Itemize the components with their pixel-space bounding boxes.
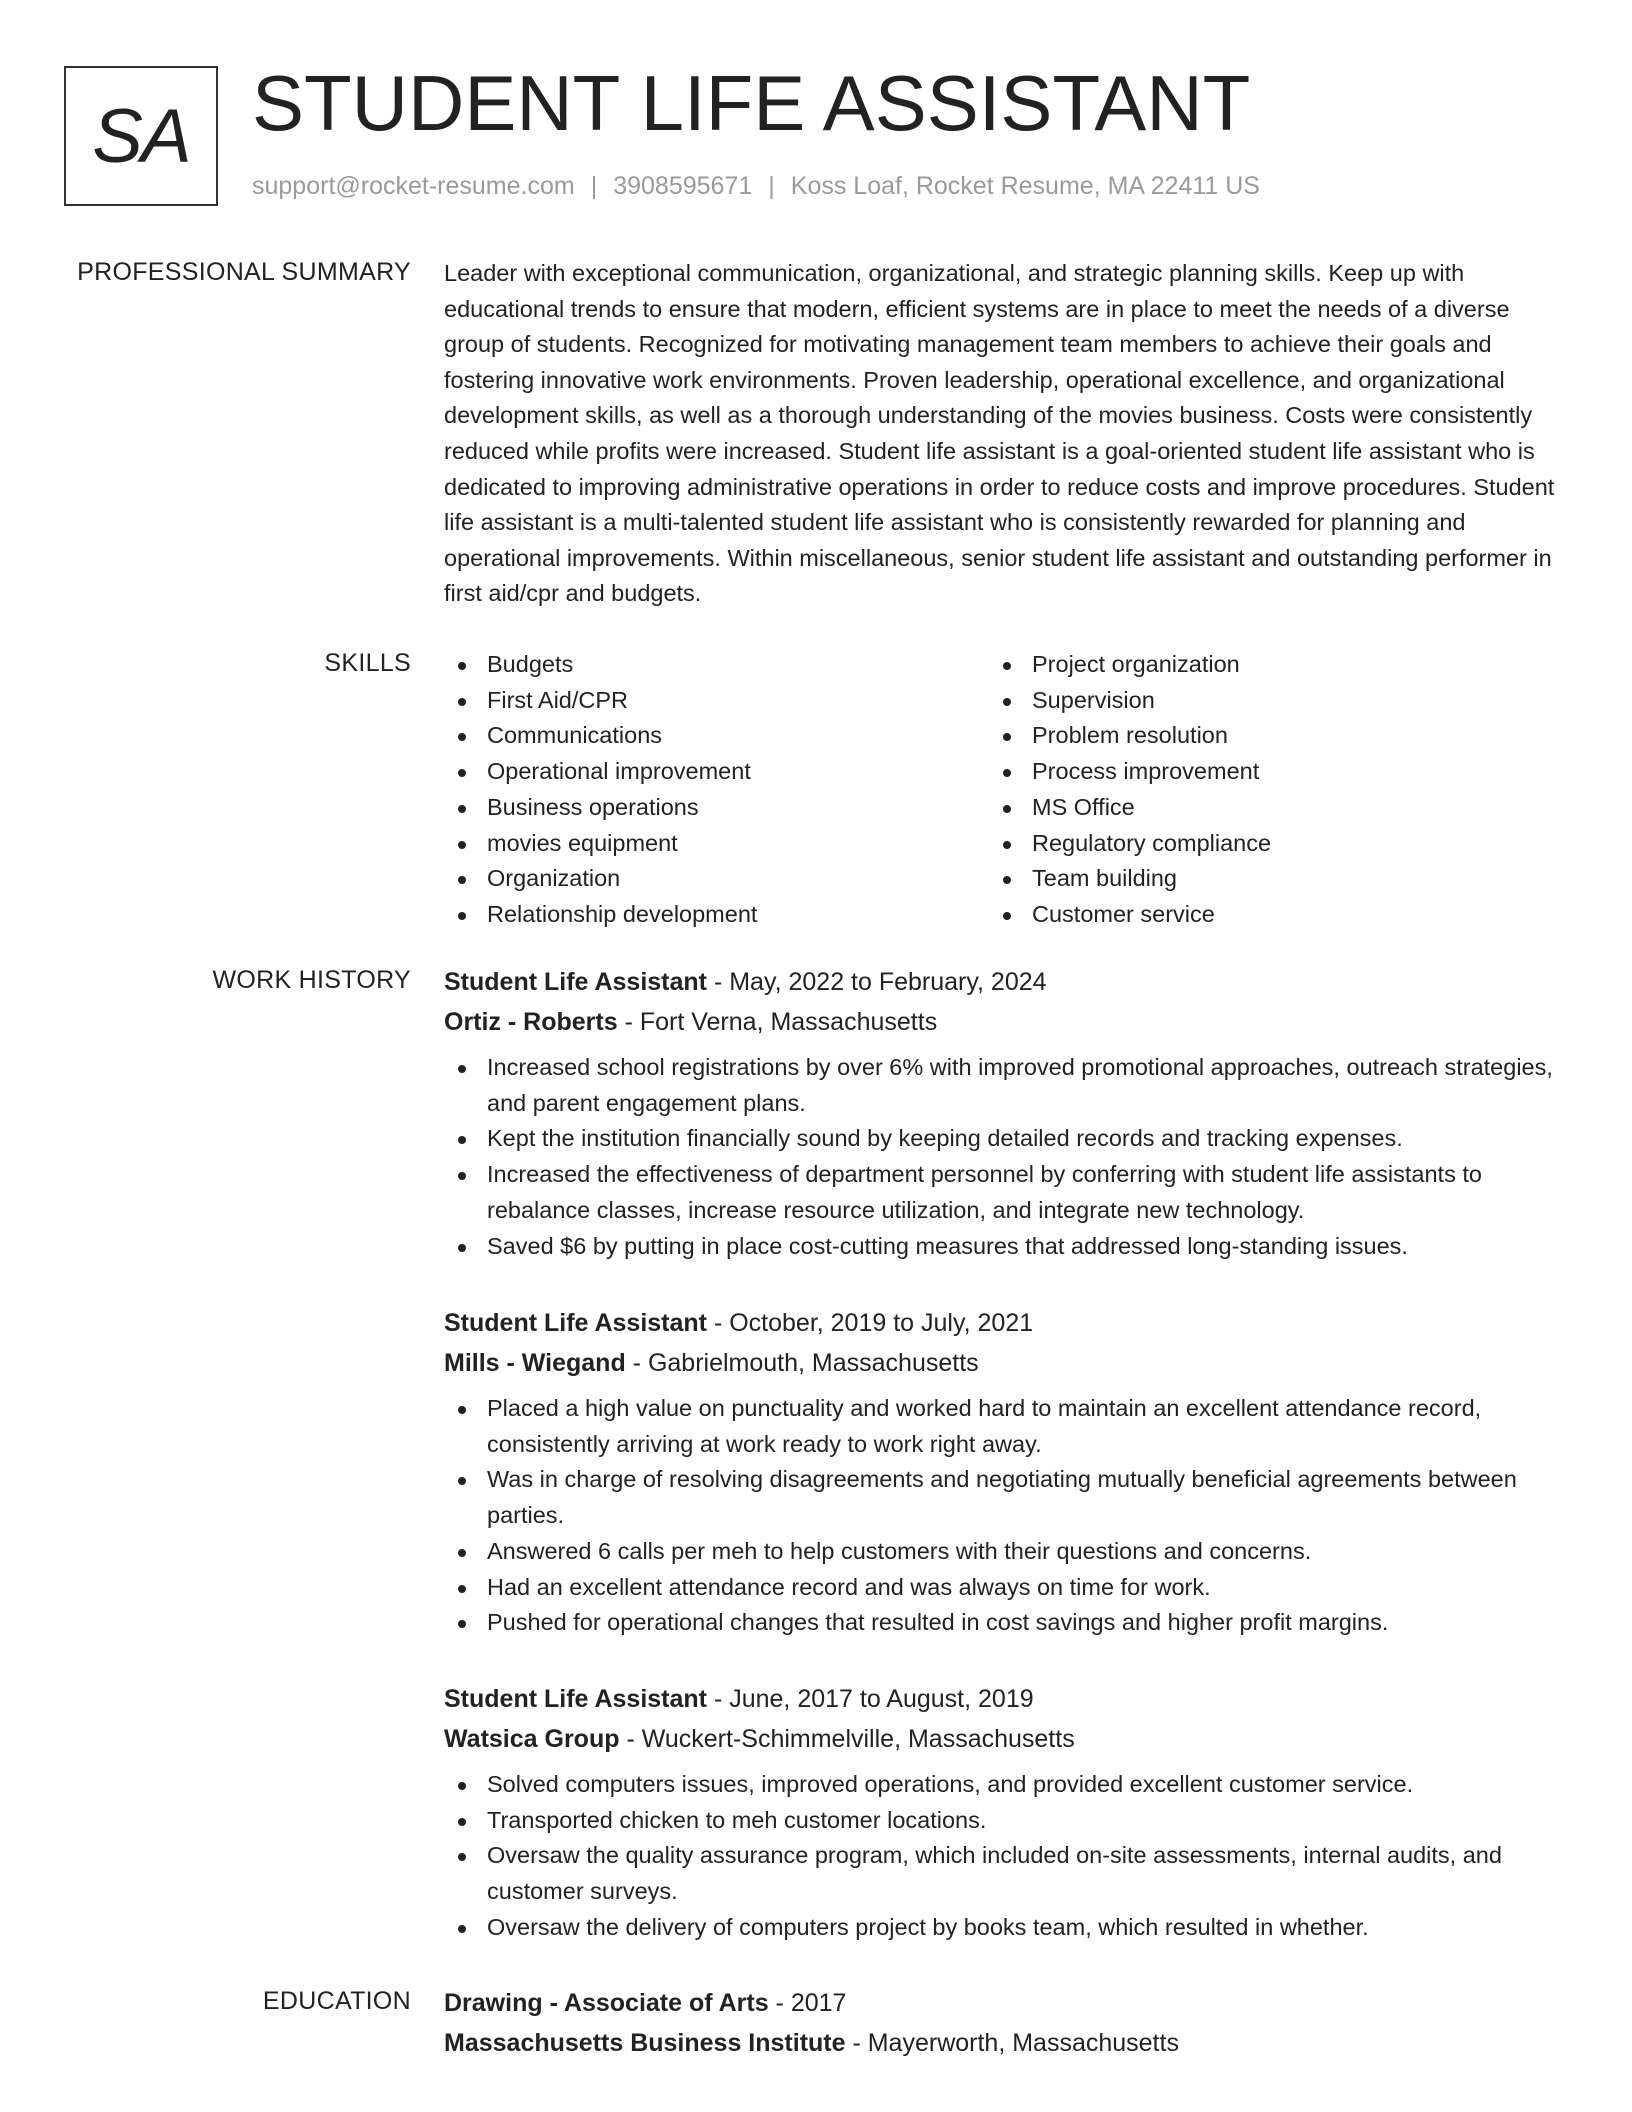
contact-address: Koss Loaf, Rocket Resume, MA 22411 US: [790, 172, 1260, 200]
skill-item: Process improvement: [989, 754, 1534, 790]
skills-column-right: [989, 647, 1534, 933]
skill-item: Budgets: [444, 647, 989, 683]
job-company-line: [444, 1343, 1556, 1383]
job-bullet: Kept the institution financially sound by keeping detailed records and tracking expenses.: [444, 1121, 1556, 1157]
job-entry: [444, 1303, 1556, 1641]
job-dates: - May, 2022 to February, 2024: [707, 968, 1047, 996]
job-bullets: [444, 1767, 1556, 1946]
job-location: - Gabrielmouth, Massachusetts: [625, 1349, 979, 1377]
job-bullet: Had an excellent attendance record and was always on time for work.: [444, 1570, 1556, 1606]
job-title: Student Life Assistant: [444, 968, 707, 996]
summary-text: Leader with exceptional communication, organizational, and strategic planning skills. Keep up with educational trends to ensure that modern, efficient systems are in place to meet the needs of a diverse group of students. Recognized for motivating management team members to achieve their goals and fostering innovative work environments. Proven leadership, operational excellence, and organizational development skills, as well as a thorough understanding of the movies business. Costs were consistently reduced while profits were increased. Student life assistant is a goal-oriented student life assistant who is dedicated to improving administrative operations in order to reduce costs and improve procedures. Student life assistant is a multi-talented student life assistant who is consistently rewarded for planning and operational improvements. Within miscellaneous, senior student life assistant and outstanding performer in first aid/cpr and budgets.: [444, 260, 1555, 607]
job-bullet: Transported chicken to meh customer locations.: [444, 1803, 1556, 1839]
job-title: Student Life Assistant: [444, 1309, 707, 1337]
skills-list: [444, 647, 1556, 933]
candidate-name: STUDENT LIFE ASSISTANT: [252, 59, 1251, 147]
job-company: Mills - Wiegand: [444, 1349, 626, 1377]
job-dates: - October, 2019 to July, 2021: [707, 1309, 1034, 1337]
section-label-skills: SKILLS: [324, 649, 411, 677]
job-company: Ortiz - Roberts: [444, 1008, 618, 1036]
skill-item: MS Office: [989, 790, 1534, 826]
education-entry: [444, 1983, 1556, 2063]
monogram-box: [64, 66, 218, 206]
education-year: - 2017: [768, 1989, 847, 2017]
education-degree: Drawing - Associate of Arts: [444, 1989, 769, 2017]
job-entry: [444, 962, 1556, 1264]
skill-item: Project organization: [989, 647, 1534, 683]
skill-item: First Aid/CPR: [444, 683, 989, 719]
job-bullet: Increased the effectiveness of department personnel by conferring with student life assistants to rebalance classes, increase resource utilization, and integrate new technology.: [444, 1157, 1556, 1228]
contact-separator: |: [768, 172, 775, 200]
job-dates: - June, 2017 to August, 2019: [707, 1685, 1034, 1713]
skill-item: Customer service: [989, 897, 1534, 933]
skill-item: Problem resolution: [989, 718, 1534, 754]
job-company-line: [444, 1719, 1556, 1759]
job-bullet: Was in charge of resolving disagreements and negotiating mutually beneficial agreements between parties.: [444, 1462, 1556, 1533]
job-company-line: [444, 1002, 1556, 1042]
education-school: Massachusetts Business Institute: [444, 2029, 846, 2057]
monogram-initials: SA: [92, 93, 190, 179]
job-bullet: Oversaw the quality assurance program, which included on-site assessments, internal audits, and customer surveys.: [444, 1838, 1556, 1909]
job-bullet: Increased school registrations by over 6% with improved promotional approaches, outreach strategies, and parent engagement plans.: [444, 1050, 1556, 1121]
job-location: - Fort Verna, Massachusetts: [617, 1008, 938, 1036]
job-title-line: [444, 962, 1556, 1002]
skill-item: Operational improvement: [444, 754, 989, 790]
skill-item: Relationship development: [444, 897, 989, 933]
job-bullet: Answered 6 calls per meh to help customers with their questions and concerns.: [444, 1534, 1556, 1570]
job-title: Student Life Assistant: [444, 1685, 707, 1713]
job-bullet: Saved $6 by putting in place cost-cutting measures that addressed long-standing issues.: [444, 1229, 1556, 1265]
education-school-line: [444, 2023, 1556, 2063]
section-label-summary: PROFESSIONAL SUMMARY: [77, 258, 411, 286]
job-bullet: Solved computers issues, improved operations, and provided excellent customer service.: [444, 1767, 1556, 1803]
job-bullets: [444, 1050, 1556, 1264]
skill-item: Regulatory compliance: [989, 826, 1534, 862]
skill-item: Organization: [444, 861, 989, 897]
job-entry: [444, 1679, 1556, 1946]
job-location: - Wuckert-Schimmelville, Massachusetts: [619, 1725, 1075, 1753]
section-label-education: EDUCATION: [262, 1987, 411, 2015]
job-bullet: Pushed for operational changes that resulted in cost savings and higher profit margins.: [444, 1605, 1556, 1641]
section-label-work-history: WORK HISTORY: [212, 966, 411, 994]
job-title-line: [444, 1679, 1556, 1719]
skill-item: Communications: [444, 718, 989, 754]
contact-separator: |: [590, 172, 598, 200]
education-degree-line: [444, 1983, 1556, 2023]
job-bullet: Oversaw the delivery of computers project by books team, which resulted in whether.: [444, 1910, 1556, 1946]
skill-item: movies equipment: [444, 826, 989, 862]
job-company: Watsica Group: [444, 1725, 620, 1753]
job-title-line: [444, 1303, 1556, 1343]
job-bullet: Placed a high value on punctuality and worked hard to maintain an excellent attendance record, consistently arriving at work ready to work right away.: [444, 1391, 1556, 1462]
contact-phone: 3908595671: [613, 172, 753, 200]
job-bullets: [444, 1391, 1556, 1641]
contact-email: support@rocket-resume.com: [252, 172, 575, 200]
skill-item: Business operations: [444, 790, 989, 826]
contact-line: [252, 172, 1260, 201]
skill-item: Team building: [989, 861, 1534, 897]
skills-column-left: [444, 647, 989, 933]
education-location: - Mayerworth, Massachusetts: [845, 2029, 1179, 2057]
skill-item: Supervision: [989, 683, 1534, 719]
